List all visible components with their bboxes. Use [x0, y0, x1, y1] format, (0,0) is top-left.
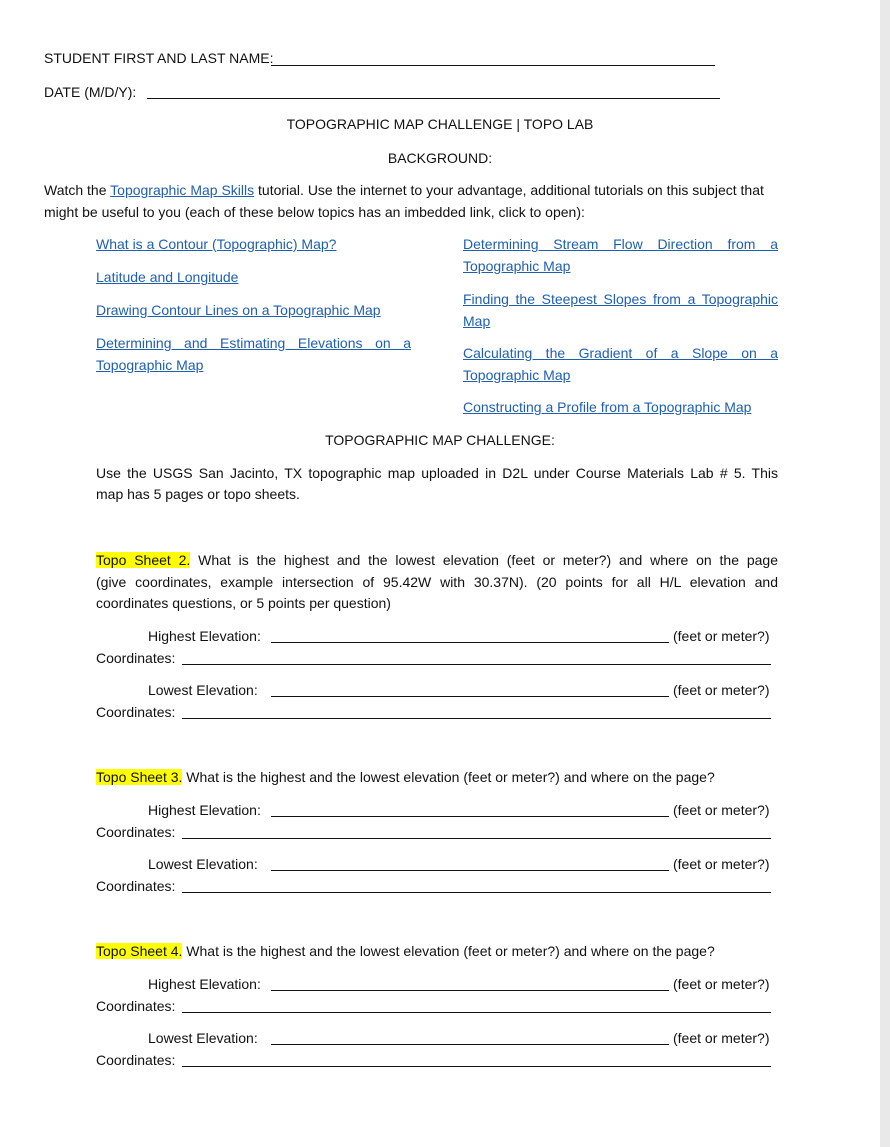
link-drawing-contour-lines[interactable]: Drawing Contour Lines on a Topographic Map — [96, 302, 381, 318]
sheet2-question-line-3: coordinates questions, or 5 points per question) — [96, 595, 391, 611]
sheet3-lowest-field[interactable] — [271, 870, 669, 871]
sheet3-lowest-coordinates-label: Coordinates: — [96, 878, 176, 894]
sheet2-question-line-2: (give coordinates, example intersection of 95.42W with 30.37N). (20 points for all H/L elevation and — [96, 574, 778, 590]
link-latitude-longitude[interactable]: Latitude and Longitude — [96, 269, 239, 285]
sheet2-highest-coordinates-label: Coordinates: — [96, 650, 176, 666]
background-heading: BACKGROUND: — [387, 150, 493, 166]
link-steepest-slopes[interactable]: Finding the Steepest Slopes from a Topographic — [463, 291, 778, 307]
link-contour-map[interactable]: What is a Contour (Topographic) Map? — [96, 236, 337, 252]
sheet3-highest-label: Highest Elevation: — [148, 802, 261, 818]
sheet2-lowest-coordinates-field[interactable] — [182, 718, 771, 719]
sheet4-lowest-coordinates-label: Coordinates: — [96, 1052, 176, 1068]
link-stream-flow-cont[interactable]: Topographic Map — [463, 258, 571, 274]
intro-line-1 — [44, 182, 764, 198]
sheet4-highest-field[interactable] — [271, 990, 669, 991]
sheet2-lowest-units: (feet or meter?) — [673, 682, 770, 698]
date-field[interactable] — [147, 98, 720, 99]
sheet2-question-line-1 — [96, 552, 778, 568]
sheet2-lowest-label: Lowest Elevation: — [148, 682, 258, 698]
sheet2-highest-coordinates-field[interactable] — [182, 664, 771, 665]
sheet4-lowest-units: (feet or meter?) — [673, 1030, 770, 1046]
sheet2-lowest-field[interactable] — [271, 696, 669, 697]
intro-prefix: Watch the — [44, 182, 111, 198]
sheet4-lowest-coordinates-field[interactable] — [182, 1066, 771, 1067]
date-label: DATE (M/D/Y): — [44, 84, 137, 100]
sheet4-question — [96, 943, 715, 959]
link-estimating-elevations-cont[interactable]: Topographic Map — [96, 357, 204, 373]
sheet2-highest-units: (feet or meter?) — [673, 628, 770, 644]
sheet3-highest-units: (feet or meter?) — [673, 802, 770, 818]
intro-line-2: might be useful to you (each of these below topics has an imbedded link, click to open): — [44, 204, 585, 220]
sheet3-lowest-coordinates-field[interactable] — [182, 892, 771, 893]
document-title: TOPOGRAPHIC MAP CHALLENGE | TOPO LAB — [286, 116, 594, 132]
sheet4-highest-label: Highest Elevation: — [148, 976, 261, 992]
sheet4-lowest-field[interactable] — [271, 1044, 669, 1045]
student-name-field[interactable] — [271, 65, 715, 66]
sheet2-title: Topo Sheet 2. — [96, 552, 191, 568]
sheet4-highest-coordinates-label: Coordinates: — [96, 998, 176, 1014]
challenge-line-2: map has 5 pages or topo sheets. — [96, 486, 300, 502]
challenge-heading: TOPOGRAPHIC MAP CHALLENGE: — [325, 432, 555, 448]
link-gradient-slope-cont[interactable]: Topographic Map — [463, 367, 571, 383]
sheet3-highest-field[interactable] — [271, 816, 669, 817]
sheet2-lowest-coordinates-label: Coordinates: — [96, 704, 176, 720]
sheet3-title: Topo Sheet 3. — [96, 769, 183, 785]
sheet2-highest-field[interactable] — [271, 642, 669, 643]
link-estimating-elevations[interactable]: Determining and Estimating Elevations on a — [96, 335, 411, 351]
sheet4-highest-coordinates-field[interactable] — [182, 1012, 771, 1013]
intro-suffix: tutorial. Use the internet to your advantage, additional tutorials on this subject that — [254, 182, 764, 198]
link-profile[interactable]: Constructing a Profile from a Topographic Map — [463, 399, 752, 415]
sheet2-question-text-1: What is the highest and the lowest elevation (feet or meter?) and where on the page — [190, 552, 778, 568]
student-name-label: STUDENT FIRST AND LAST NAME: — [44, 50, 274, 66]
challenge-line-1: Use the USGS San Jacinto, TX topographic map uploaded in D2L under Course Materials Lab # 5. This — [96, 465, 778, 481]
sheet3-highest-coordinates-field[interactable] — [182, 838, 771, 839]
link-steepest-slopes-cont[interactable]: Map — [463, 313, 491, 329]
link-gradient-slope[interactable]: Calculating the Gradient of a Slope on a — [463, 345, 778, 361]
sheet4-highest-units: (feet or meter?) — [673, 976, 770, 992]
page-edge-shadow — [880, 0, 890, 1147]
sheet3-lowest-units: (feet or meter?) — [673, 856, 770, 872]
sheet3-question — [96, 769, 715, 785]
sheet4-question-text: What is the highest and the lowest elevation (feet or meter?) and where on the page? — [182, 943, 715, 959]
sheet3-lowest-label: Lowest Elevation: — [148, 856, 258, 872]
sheet4-lowest-label: Lowest Elevation: — [148, 1030, 258, 1046]
sheet3-highest-coordinates-label: Coordinates: — [96, 824, 176, 840]
sheet3-question-text: What is the highest and the lowest elevation (feet or meter?) and where on the page? — [182, 769, 715, 785]
topographic-map-skills-link[interactable]: Topographic Map Skills — [110, 182, 255, 198]
sheet4-title: Topo Sheet 4. — [96, 943, 183, 959]
sheet2-highest-label: Highest Elevation: — [148, 628, 261, 644]
link-stream-flow[interactable]: Determining Stream Flow Direction from a — [463, 236, 778, 252]
